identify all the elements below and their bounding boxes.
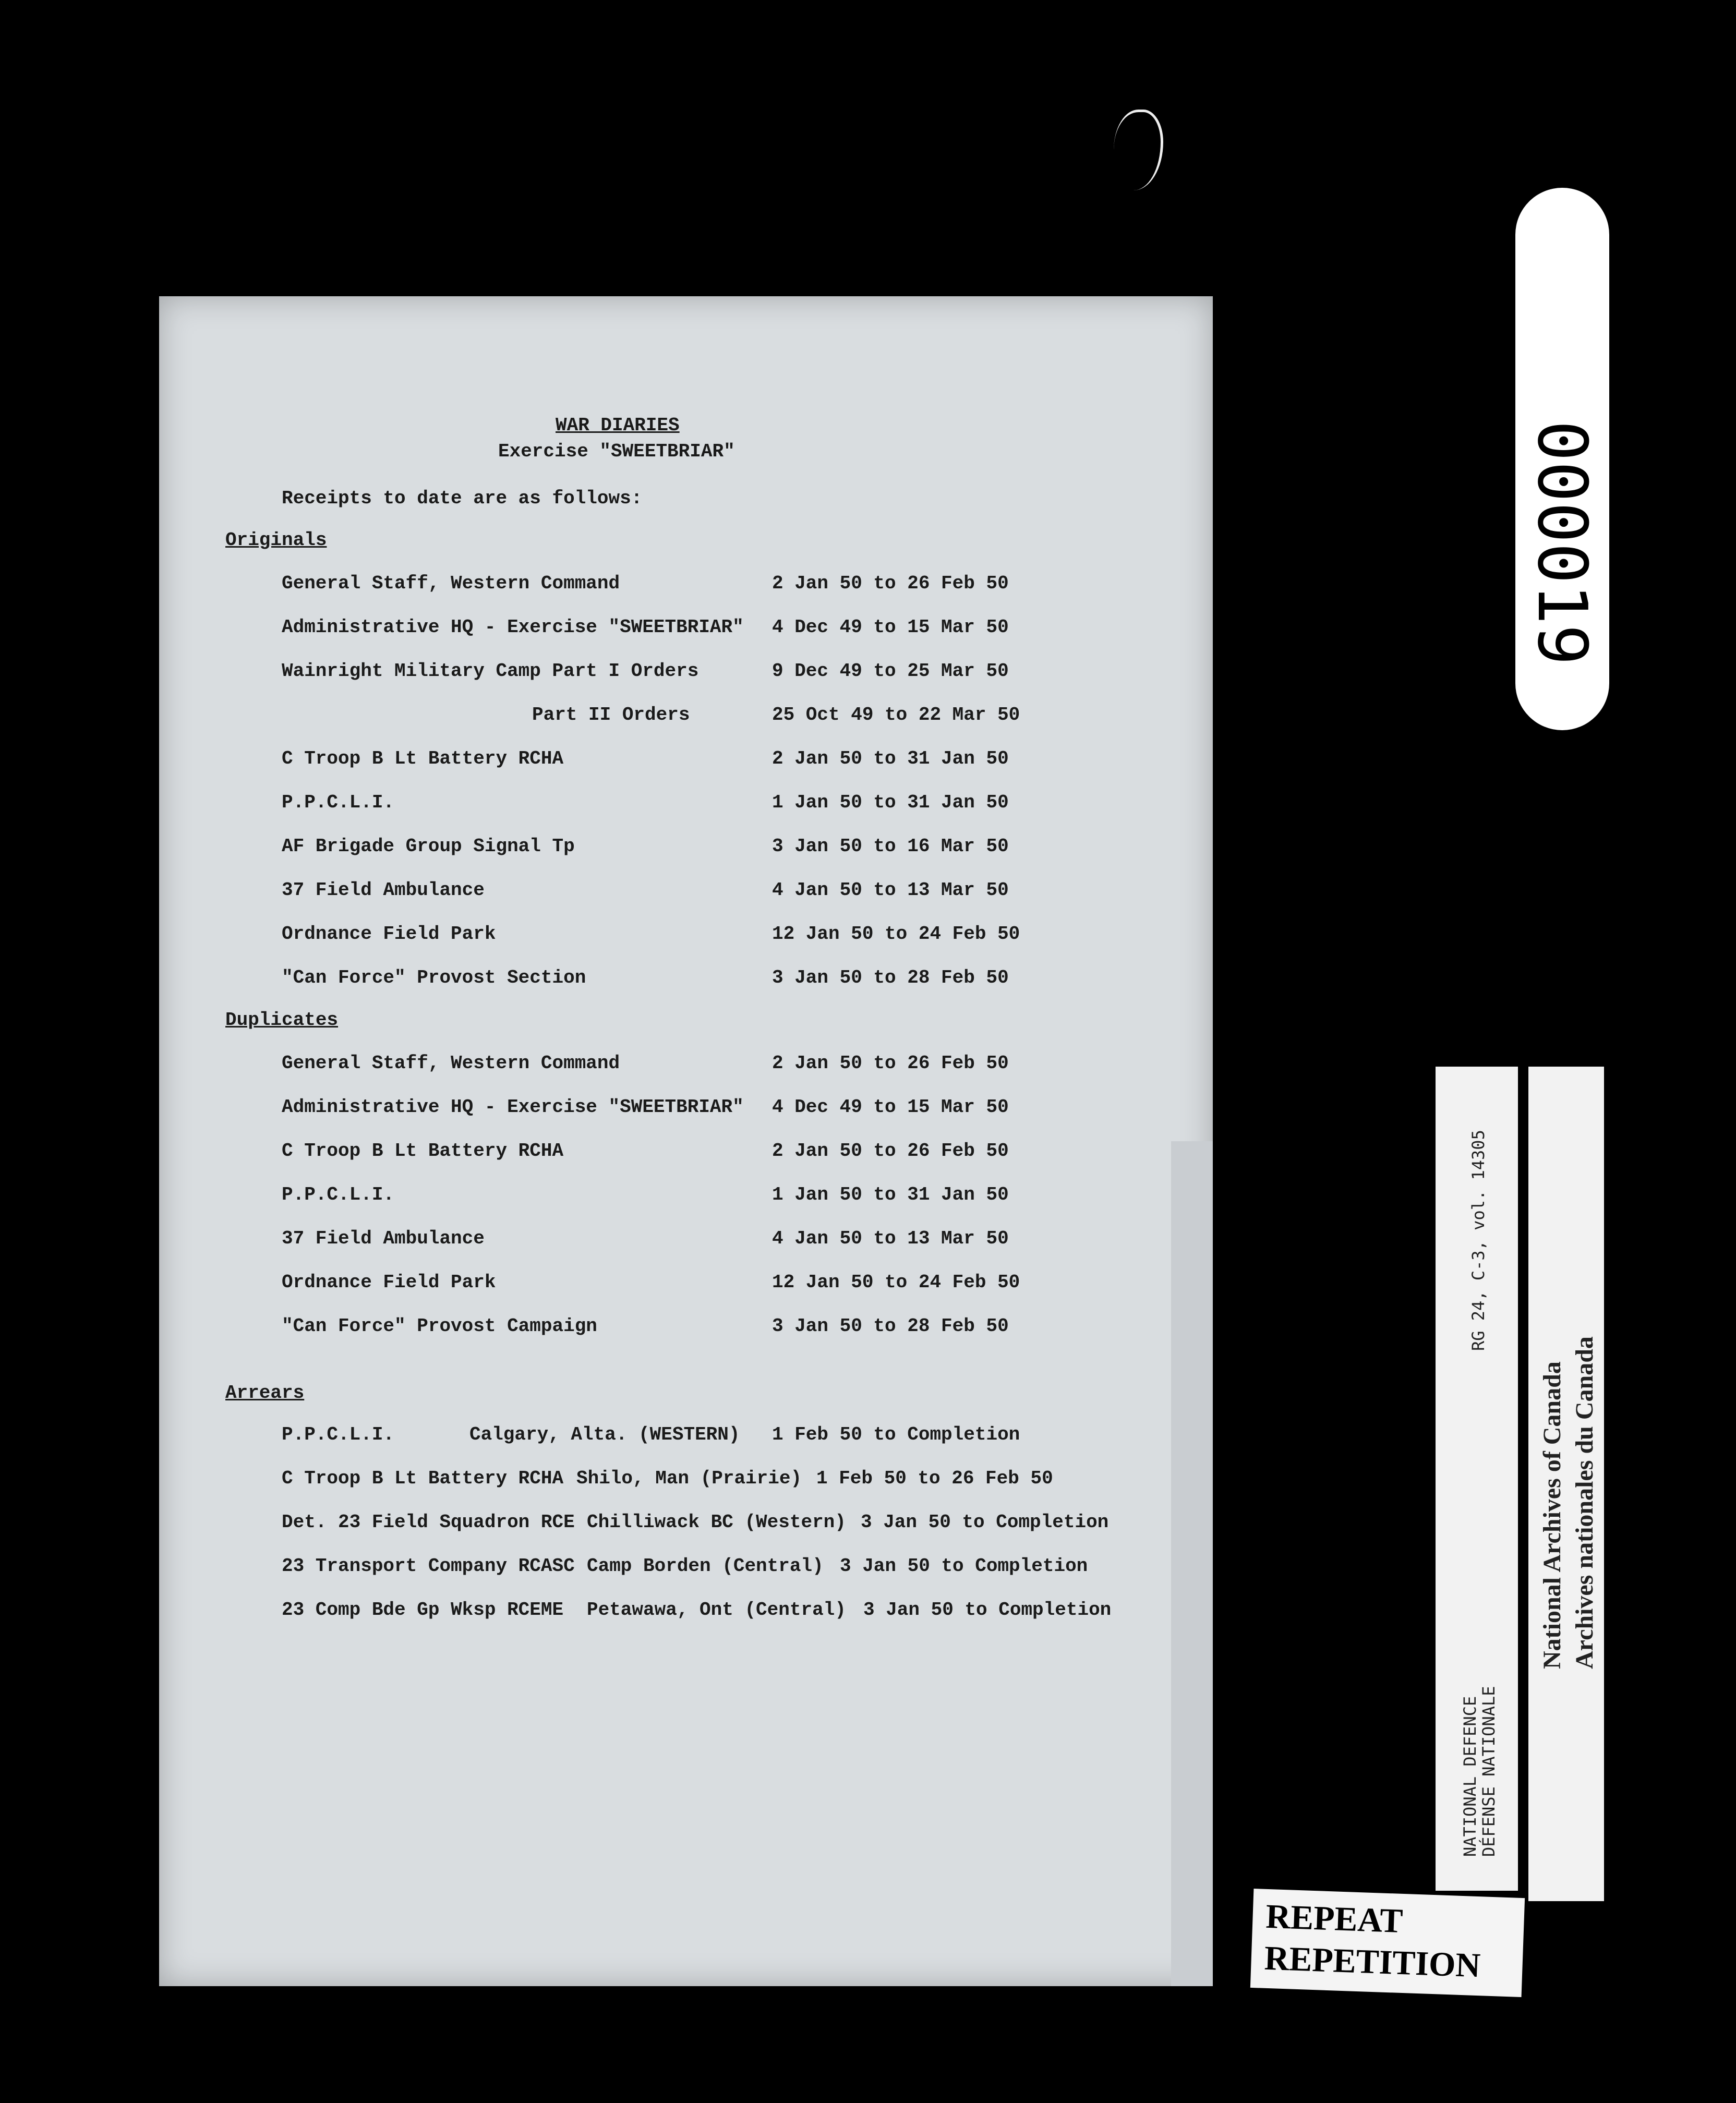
list-item-unit: "Can Force" Provost Section [282, 967, 586, 988]
frame-number: 000019 [1523, 420, 1602, 666]
arrears-unit: P.P.C.L.I. [282, 1424, 395, 1445]
list-item-period: 3 Jan 50 to 16 Mar 50 [772, 836, 1009, 857]
list-item-unit: C Troop B Lt Battery RCHA [282, 1140, 564, 1162]
list-item-unit: Administrative HQ - Exercise "SWEETBRIAR" [282, 1096, 744, 1118]
department-en: NATIONAL DEFENCE [1460, 1696, 1480, 1857]
list-item-period: 12 Jan 50 to 24 Feb 50 [772, 923, 1020, 945]
repeat-stamp [1250, 1889, 1525, 1997]
list-item-period: 2 Jan 50 to 26 Feb 50 [772, 1053, 1009, 1074]
list-item-period: 3 Jan 50 to 28 Feb 50 [772, 1315, 1009, 1337]
list-item-unit: C Troop B Lt Battery RCHA [282, 748, 564, 769]
list-item-period: 2 Jan 50 to 26 Feb 50 [772, 1140, 1009, 1162]
list-item-period: 25 Oct 49 to 22 Mar 50 [772, 704, 1020, 726]
arrears-place: Petawawa, Ont (Central) [587, 1599, 846, 1621]
list-item-unit: 37 Field Ambulance [282, 1228, 485, 1249]
department-label [1461, 1686, 1498, 1857]
document-intro: Receipts to date are as follows: [282, 488, 643, 509]
list-item-unit: Part II Orders [532, 704, 690, 726]
list-item-unit: Ordnance Field Park [282, 1272, 496, 1293]
list-item-period: 12 Jan 50 to 24 Feb 50 [772, 1272, 1020, 1293]
arrears-unit: 23 Transport Company RCASC [282, 1555, 575, 1577]
list-item-unit: Wainright Military Camp Part I Orders [282, 660, 699, 682]
arrears-period: 1 Feb 50 to Completion [772, 1424, 1020, 1445]
list-item-period: 1 Jan 50 to 31 Jan 50 [772, 792, 1009, 813]
stray-ink-mark [1114, 110, 1163, 190]
arrears-unit: 23 Comp Bde Gp Wksp RCEME [282, 1599, 564, 1621]
archive-reference: RG 24, C-3, vol. 14305 [1468, 1130, 1488, 1351]
department-fr: DÉFENSE NATIONALE [1479, 1686, 1499, 1857]
repeat-line-2: REPETITION [1263, 1939, 1481, 1985]
frame-number-stamp [1515, 188, 1609, 730]
list-item-period: 4 Jan 50 to 13 Mar 50 [772, 879, 1009, 901]
originals-heading: Originals [225, 529, 327, 551]
list-item-period: 4 Dec 49 to 15 Mar 50 [772, 1096, 1009, 1118]
arrears-period: 3 Jan 50 to Completion [840, 1555, 1088, 1577]
arrears-place: Chilliwack BC (Western) [587, 1512, 846, 1533]
list-item-unit: P.P.C.L.I. [282, 792, 395, 813]
list-item-unit: General Staff, Western Command [282, 1053, 620, 1074]
arrears-unit: Det. 23 Field Squadron RCE [282, 1512, 575, 1533]
repeat-line-1: REPEAT [1265, 1897, 1404, 1940]
list-item-unit: General Staff, Western Command [282, 573, 620, 594]
list-item-period: 4 Jan 50 to 13 Mar 50 [772, 1228, 1009, 1249]
arrears-period: 3 Jan 50 to Completion [861, 1512, 1109, 1533]
list-item-period: 2 Jan 50 to 26 Feb 50 [772, 573, 1009, 594]
list-item-unit: AF Brigade Group Signal Tp [282, 836, 575, 857]
document-title: WAR DIARIES [556, 415, 680, 436]
list-item-period: 1 Jan 50 to 31 Jan 50 [772, 1184, 1009, 1205]
list-item-unit: 37 Field Ambulance [282, 879, 485, 901]
archives-fr: Archives nationales du Canada [1571, 1336, 1598, 1669]
arrears-place: Shilo, Man (Prairie) [576, 1468, 802, 1489]
document-subtitle: Exercise "SWEETBRIAR" [498, 441, 735, 462]
arrears-unit: C Troop B Lt Battery RCHA [282, 1468, 564, 1489]
arrears-period: 3 Jan 50 to Completion [863, 1599, 1112, 1621]
arrears-heading: Arrears [225, 1382, 305, 1404]
list-item-period: 3 Jan 50 to 28 Feb 50 [772, 967, 1009, 988]
duplicates-heading: Duplicates [225, 1009, 339, 1031]
arrears-period: 1 Feb 50 to 26 Feb 50 [816, 1468, 1053, 1489]
archives-label [1536, 1336, 1601, 1669]
arrears-place: Calgary, Alta. (WESTERN) [469, 1424, 740, 1445]
list-item-period: 4 Dec 49 to 15 Mar 50 [772, 617, 1009, 638]
arrears-place: Camp Borden (Central) [587, 1555, 824, 1577]
archives-en: National Archives of Canada [1538, 1361, 1566, 1669]
list-item-period: 9 Dec 49 to 25 Mar 50 [772, 660, 1009, 682]
list-item-unit: P.P.C.L.I. [282, 1184, 395, 1205]
list-item-period: 2 Jan 50 to 31 Jan 50 [772, 748, 1009, 769]
list-item-unit: Ordnance Field Park [282, 923, 496, 945]
list-item-unit: "Can Force" Provost Campaign [282, 1315, 597, 1337]
page-fold [1171, 1141, 1213, 1986]
list-item-unit: Administrative HQ - Exercise "SWEETBRIAR" [282, 617, 744, 638]
